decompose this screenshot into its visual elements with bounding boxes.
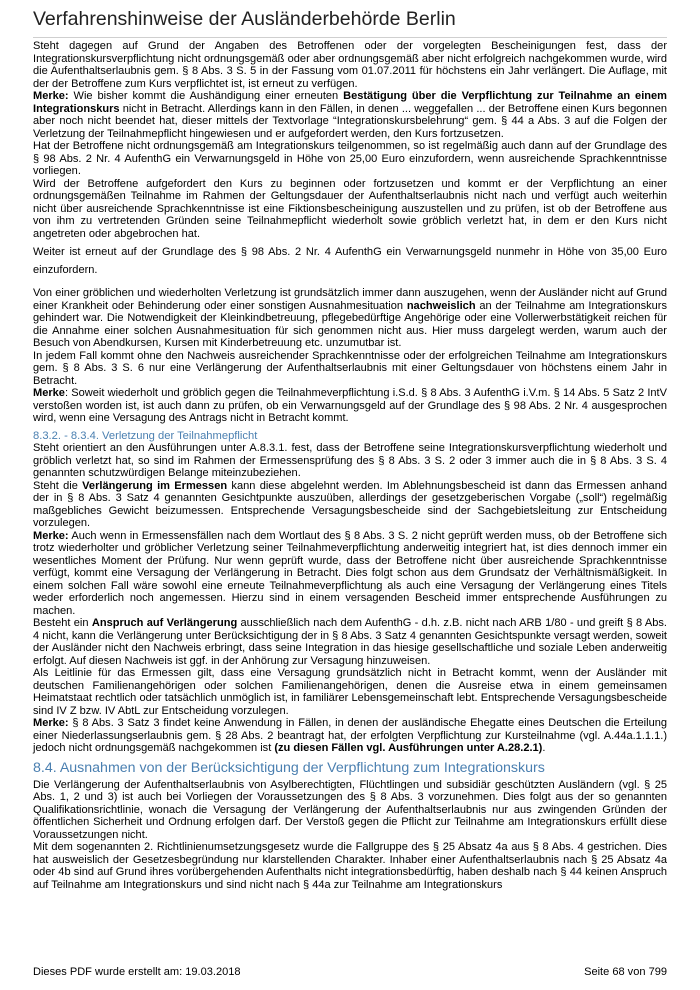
note-label: Merke: (33, 90, 69, 102)
note-confirmation: Merke: Wie bisher kommt die Aushändigung einer erneuten Bestätigung über die Verpflichtung zur Teilnahme an einem Integrationskurs nicht in Betracht. Allerdings kann in den Fällen, in denen ... weggefallen ... der Betroffene einen Kurs begonnen aber noch nicht beendet hat, dieser mittels der Textvorlage “Integrationskursbelehrung“ gem. § 44 a Abs. 3 auf die Folgen der Verletzung der Teilnahmepflicht hingewiesen und er aufgefordert werden, den Kurs fortzusetzen. (33, 90, 667, 140)
note-warning-fee: Merke: Soweit wiederholt und gröblich gegen die Teilnahmeverpflichtung i.S.d. § 8 Abs. 3 AufenthG i.V.m. § 14 Abs. 5 Satz 2 IntV verstoßen worden ist, ist auch dann zu prüfen, ob ein Verwarnungsgeld auf der Grundlage des § 98 Abs. 2 Nr. 4 ausgesprochen wird, wenn eine Versagung des Antrags nicht in Betracht kommt. (33, 387, 667, 424)
paragraph-warning-fee-25: Hat der Betroffene nicht ordnungsgemäß am Integrationskurs teilgenommen, so ist regelmäßig auch dann auf der Grundlage des § 98 Abs. 2 Nr. 4 AufenthG ein Verwarnungsgeld in Höhe von 25,00 Euro einzufordern, wenn ausreichende Sprachkenntnisse vorliegen. (33, 140, 667, 177)
note-label: Merke: (33, 717, 69, 729)
note-label: Merke (33, 387, 65, 399)
footer-created-date: Dieses PDF wurde erstellt am: 19.03.2018 (33, 966, 241, 978)
paragraph-fiction-certificate: Wird der Betroffene aufgefordert den Kurs zu beginnen oder fortzusetzen und kommt er der Verpflichtung an einer ordnungsgemäßen Teilnahme im Rahmen der Geltungsdauer der Aufenthaltserlaubnis nicht nach und verfügt auch weiterhin nicht über ausreichende Sprachkenntnisse ist eine Fiktionsbescheinigung auszustellen und zu prüfen, ist ob der Betroffene aus von ihm zu vertretenden Gründen seine Teilnahmepflicht wiederholt sowie gröblich verletzt hat, in dem er den Kurs nicht angetreten oder abgebrochen hat. (33, 177, 667, 240)
note-label: Merke: (33, 529, 69, 542)
paragraph-renewal-entitlement: Besteht ein Anspruch auf Verlängerung ausschließlich nach dem AufenthG - d.h. z.B. nicht nach ARB 1/80 - und greift § 8 Abs. 4 nicht, kann die Verlängerung unter Berücksichtigung der in § 8 Abs. 3 Satz 4 genannten Gesichtspunkte versagt werden, soweit der Ausländer nicht den Nachweis erbringt, dass seine Integration in das hiesige gesellschaftliche und soziale Leben anderweitig erfolgt. Auf diesen Nachweis ist ggf. in der Anhörung zur Versagung hinzuweisen. (33, 617, 667, 667)
paragraph-asylum-exception: Die Verlängerung der Aufenthaltserlaubnis von Asylberechtigten, Flüchtlingen und subsidiär geschützten Ausländern (vgl. § 25 Abs. 1, 2 und 3) ist auch bei Vorliegen der Voraussetzungen des § 8 Abs. 3 vorzunehmen. Dies folgt aus der so genannten Qualifikationsrichtlinie, wonach die Versagung der Verlängerung der Aufenthaltserlaubnis nur aus zwingenden Gründen der öffentlichen Sicherheit und Ordnung erfolgen darf. Der Verstoß gegen die Pflicht zur Teilnahme am Integrationskurs erfüllt diese Voraussetzungen nicht. (33, 778, 667, 841)
paragraph-discretion-guideline: Als Leitlinie für das Ermessen gilt, dass eine Versagung grundsätzlich nicht in Betracht kommt, wenn der Ausländer mit deutschen Familienangehörigen oder solchen Familienangehörigen, denen die Ausreise etwa in einem gemeinsamen Heimatstaat rechtlich oder tatsächlich unmöglich ist, in familiärer Lebensgemeinschaft lebt. Entsprechende Versagungsbescheide sind IV Z bzw. IV AbtL zur Entscheidung vorzulegen. (33, 667, 667, 717)
section-heading-8-3-2: 8.3.2. - 8.3.4. Verletzung der Teilnahmepflicht (33, 429, 258, 442)
page-title: Verfahrenshinweise der Ausländerbehörde Berlin (33, 8, 456, 30)
note-spouse-exception: Merke: § 8 Abs. 3 Satz 3 findet keine Anwendung in Fällen, in denen der ausländische Ehegatte eines Deutschen die Erteilung einer Niederlassungserlaubnis gem. § 28 Abs. 2 beantragt hat, der erfolgten Verpflichtung zur Kursteilnahme (vgl. A.44a.1.1.1.) jedoch nicht ordnungsgemäß nachgekommen ist (zu diesen Fällen vgl. Ausführungen unter A.28.2.1). (33, 717, 667, 754)
paragraph-gross-violation: Von einer gröblichen und wiederholten Verletzung ist grundsätzlich immer dann auszugehen, wenn der Ausländer nicht auf Grund einer Krankheit oder Behinderung oder einer sonstigen Ausnahmesituation nachweislich an der Teilnahme am Integrationskurs gehindert war. Die Notwendigkeit der Kleinkindbetreuung, pflegebedürftige Angehörige oder eine Vollerwerbstätigkeit reichen für die Annahme einer solchen Ausnahmesituation für sich genommen nicht aus. Hier muss dargelegt werden, warum auch der Besuch von Abendkursen, Kursen mit Kinderbetreuung etc. unzumutbar ist. (33, 287, 667, 349)
paragraph-discretion-review: Steht orientiert an den Ausführungen unter A.8.3.1. fest, dass der Betroffene seine Integrationskursverpflichtung wiederholt und gröblich verletzt hat, so sind im Rahmen der Ermessensprüfung des § 8 Abs. 3 S. 2 oder 3 immer auch die in § 8 Abs. 3 S. 4 genannten schutzwürdigen Belange miteinzubeziehen. (33, 442, 667, 479)
paragraph-directive-law: Mit dem sogenannten 2. Richtlinienumsetzungsgesetz wurde die Fallgruppe des § 25 Absatz 4a aus § 8 Abs. 4 gestrichen. Dies hat ausweislich der Gesetzesbegründung nur klarstellenden Charakter. Inhaber einer Aufenthaltserlaubnis nach § 25 Absatz 4a oder 4b sind auf Grund ihres vorübergehenden Aufenthalts nicht integrationsbedürftig, haben deshalb nach § 44 keinen Anspruch auf Teilnahme am Integrationskurs und sind nicht nach § 44a zur Teilnahme am Integrationskurs (33, 841, 667, 891)
paragraph-renewal-one-year: Steht dagegen auf Grund der Angaben des Betroffenen oder der vorgelegten Bescheinigungen fest, dass der Integrationskursverpflichtung nicht ordnungsgemäß oder aber ordnungsgemäß aber nicht erfolgreich nachgekommen wurde, wird die Aufenthaltserlaubnis gem. § 8 Abs. 3 S. 5 in der Fassung vom 01.07.2011 für höchstens ein Jahr verlängert. Die Auflage, mit der der Betroffene zum Kurs verpflichtet ist, ist erneut zu verfügen. (33, 40, 667, 90)
footer-page-number: Seite 68 von 799 (584, 966, 667, 978)
paragraph-renewal-discretion: Steht die Verlängerung im Ermessen kann diese abgelehnt werden. Im Ablehnungsbescheid ist dann das Ermessen anhand der in § 8 Abs. 3 Satz 4 genannten Gesichtpunkte auszuüben, allerdings der gesetzgeberischen Vorgabe („soll“) regelmäßig maßgebliches Gewicht beizumessen. Entsprechende Versagungsbescheide sind der Sachgebietsleitung zur Entscheidung vorzulegen. (33, 479, 667, 529)
paragraph-no-language-proof: In jedem Fall kommt ohne den Nachweis ausreichender Sprachkenntnisse oder der erfolgreichen Teilnahme am Integrationskurs gem. § 8 Abs. 3 S. 6 nur eine Verlängerung der Aufenthaltserlaubnis mit einer Geltungsdauer von höchstens einem Jahr in Betracht. (33, 349, 667, 387)
document-body (33, 40, 667, 891)
paragraph-warning-fee-35: Weiter ist erneut auf der Grundlage des § 98 Abs. 2 Nr. 4 AufenthG ein Verwarnungsgeld nunmehr in Höhe von 35,00 Euro einzufordern. (33, 246, 667, 276)
section-heading-8-4: 8.4. Ausnahmen von der Berücksichtigung der Verpflichtung zum Integrationskurs (33, 759, 545, 776)
title-divider (33, 37, 667, 38)
note-integration-check: Merke: Auch wenn in Ermessensfällen nach dem Wortlaut des § 8 Abs. 3 S. 2 nicht geprüft werden muss, ob der Betroffene sich trotz wiederholter und gröblicher Verletzung seiner Teilnahmeverpflichtung anderweitig integriert hat, ist dies dennoch immer ein wesentliches Moment der Prüfung. Nur wenn geprüft wurde, dass der Betroffene nicht über ausreichende Sprachkenntnisse verfügt, kommt eine Versagung der Verlängerung in Betracht. Dies folgt schon aus dem Grundsatz der Verhältnismäßigkeit. In einem solchen Fall wäre sowohl eine erneute Teilnahmeverpflichtung als auch eine Versagung der Verlängerung eines Titels weder erforderlich noch angemessen. Hierzu sind in einem versagenden Bescheid immer entsprechende Ausführungen zu machen. (33, 529, 667, 617)
